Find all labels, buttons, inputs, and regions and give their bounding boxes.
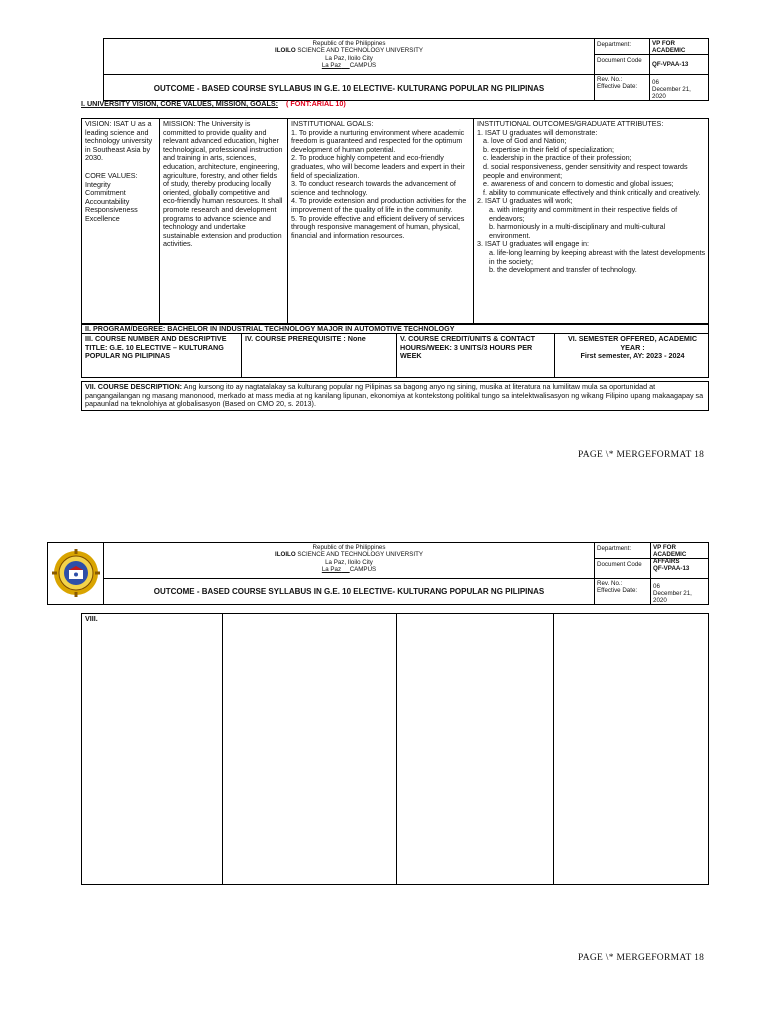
outcome-1f: f. ability to communicate effectively and think critically and creatively. xyxy=(483,187,701,197)
goal-1: 1. To provide a nurturing environment where academic freedom is guaranteed and respected for the optimum development of human potential. xyxy=(291,127,465,154)
outcome-1e: e. awareness of and concern to domestic and global issues; xyxy=(483,179,674,189)
semester-cell: VI. SEMESTER OFFERED, ACADEMIC YEAR : First semester, AY: 2023 - 2024 xyxy=(555,334,710,377)
goal-4: 4. To provide extension and production activities for the improvement of the quality of life in the community. xyxy=(291,196,467,214)
outcome-2a: a. with integrity and commitment in their respective fields of endeavors; xyxy=(489,204,678,223)
outcome-2: 2. ISAT U graduates will work; xyxy=(477,196,573,206)
doc-code-label-box: Document Code xyxy=(594,54,650,75)
doc-code-label-box-2: Document Code xyxy=(595,559,651,579)
section7-course-description xyxy=(81,381,709,411)
vision-text: VISION: ISAT U as a leading science and technology university in Southeast Asia by 2030. xyxy=(85,119,153,163)
outcome-3b: b. the development and transfer of technology. xyxy=(489,265,637,275)
section8-col-4 xyxy=(554,614,710,884)
core-value-5: Excellence xyxy=(85,213,120,223)
outcome-1: 1. ISAT U graduates will demonstrate: xyxy=(477,127,598,137)
mission-column xyxy=(160,119,288,323)
section2-program: II. PROGRAM/DEGREE: BACHELOR IN INDUSTRIAL TECHNOLOGY MAJOR IN AUTOMOTIVE TECHNOLOGY xyxy=(81,324,709,334)
outcome-1d: d. social responsiveness, gender sensitivity and respect towards people and environment; xyxy=(483,161,688,180)
outcome-1c: c. leadership in the practice of their profession; xyxy=(483,153,632,163)
core-value-4: Responsiveness xyxy=(85,205,138,215)
section3-course-info xyxy=(81,333,709,378)
outcome-1a: a. love of God and Nation; xyxy=(483,136,567,146)
title-box-2: OUTCOME - BASED COURSE SYLLABUS IN G.E. 10 ELECTIVE- KULTURANG POPULAR NG PILIPINAS xyxy=(104,579,595,604)
title-box: OUTCOME - BASED COURSE SYLLABUS IN G.E. 10 ELECTIVE- KULTURANG POPULAR NG PILIPINAS xyxy=(103,74,595,101)
rev-value-box-2: 06 December 21, 2020 xyxy=(653,583,692,604)
prerequisite-cell: IV. COURSE PREREQUISITE : None xyxy=(242,334,397,377)
course-title-cell: III. COURSE NUMBER AND DESCRIPTIVE TITLE: G.E. 10 ELECTIVE – KULTURANG POPULAR NG PILIPINAS xyxy=(82,334,242,377)
section8-col-3 xyxy=(397,614,554,884)
rev-value-box: 06 December 21, 2020 xyxy=(649,74,709,101)
section1-body xyxy=(81,118,709,324)
section8-col-2 xyxy=(223,614,397,884)
goals-title: INSTITUTIONAL GOALS: xyxy=(291,119,374,128)
core-value-2: Commitment xyxy=(85,188,126,198)
rev-label-box: Rev. No.: Effective Date: xyxy=(594,74,650,101)
header-right-overlay xyxy=(47,38,709,101)
document-header-2 xyxy=(47,542,709,605)
rev-label-box-2: Rev. No.: Effective Date: xyxy=(595,579,651,604)
department-value-box: VP FOR ACADEMIC xyxy=(649,38,709,55)
credit-cell: V. COURSE CREDIT/UNITS & CONTACT HOURS/WEEK: 3 UNITS/3 HOURS PER WEEK xyxy=(397,334,555,377)
seal-icon xyxy=(52,549,100,597)
core-value-3: Accountability xyxy=(85,196,130,206)
outcome-2b: b. harmoniously in a multi-disciplinary and multi-cultural environment. xyxy=(489,222,666,240)
core-value-1: Integrity xyxy=(85,179,111,189)
university-box: Republic of the Philippines ILOILO SCIENCE AND TECHNOLOGY UNIVERSITY La Paz, Iloilo City La Paz CAMPUS xyxy=(103,38,595,75)
department-value-box-2: VP FOR ACADEMIC AFFAIRS xyxy=(651,543,708,559)
page-footer-2: PAGE \* MERGEFORMAT 18 xyxy=(578,953,705,963)
vision-column xyxy=(82,119,160,323)
core-values-title: CORE VALUES: xyxy=(85,170,138,180)
semester-value: First semester, AY: 2023 - 2024 xyxy=(580,351,685,361)
university-box-2: Republic of the Philippines ILOILO SCIENCE AND TECHNOLOGY UNIVERSITY La Paz, Iloilo City La Paz CAMPUS xyxy=(104,543,595,579)
university-seal-logo-2 xyxy=(48,543,104,604)
font-note: ( FONT:ARIAL 10) xyxy=(286,99,346,108)
course-description-label: VII. COURSE DESCRIPTION: xyxy=(85,382,183,391)
section8-table xyxy=(81,613,709,885)
outcome-3: 3. ISAT U graduates will engage in: xyxy=(477,239,590,249)
goal-3: 3. To conduct research towards the advancement of science and technology. xyxy=(291,179,456,197)
outcomes-title: INSTITUTIONAL OUTCOMES/GRADUATE ATTRIBUTES: xyxy=(477,119,664,128)
course-description-text: Ang kursong ito ay nagtatalakay sa kulturang popular ng Pilipinas sa bagong anyo ng sining, musika at literatura na lumilitaw mula sa oportunidad at pangangailangan ng masang manonood, merkado at mass media at ng kanilang lipunan, ekonomiya at kontekstong politikal tungo sa intelektwalisasyon ng wikang Filipino upang makaagapay sa papaunlad na teknolohiya at globalisasyon (Based on CMO 20, s. 2013). xyxy=(85,382,704,409)
mission-text: MISSION: The University is committed to provide quality and relevant advanced education, higher technological, professional instruction and training in arts, sciences, education, architecture, engineering, agriculture, forestry, and other fields of study, thereby producing locally oriented, globally competitive and eco-friendly human resources. It shall promote research and development programs to advance science and technology and undertake sustainable extension and production activities. xyxy=(163,119,283,249)
goal-2: 2. To produce highly competent and eco-friendly graduates, who will become leaders and expert in their field of specialization. xyxy=(291,153,465,180)
doc-code-value-box-2: QF-VPAA-13 xyxy=(651,559,708,579)
goal-5: 5. To provide effective and efficient delivery of services through responsive management of human, physical, financial and information resources. xyxy=(291,213,465,240)
section8-col-1 xyxy=(82,614,223,884)
outcomes-column xyxy=(474,119,710,323)
department-label-box: Department: xyxy=(594,38,650,55)
outcome-1b: b. expertise in their field of specialization; xyxy=(483,144,615,154)
section1-heading: I. UNIVERSITY VISION, CORE VALUES, MISSION, GOALS: ( FONT:ARIAL 10) xyxy=(81,99,346,108)
outcome-3a: a. life-long learning by keeping abreast with the latest developments in the society; xyxy=(489,247,706,266)
department-label-box-2: Department: xyxy=(595,543,651,559)
doc-code-value-box: QF-VPAA-13 xyxy=(649,54,709,75)
page-footer-1: PAGE \* MERGEFORMAT 18 xyxy=(578,450,705,460)
section8-label: VIII. xyxy=(85,614,98,623)
goals-column xyxy=(288,119,474,323)
